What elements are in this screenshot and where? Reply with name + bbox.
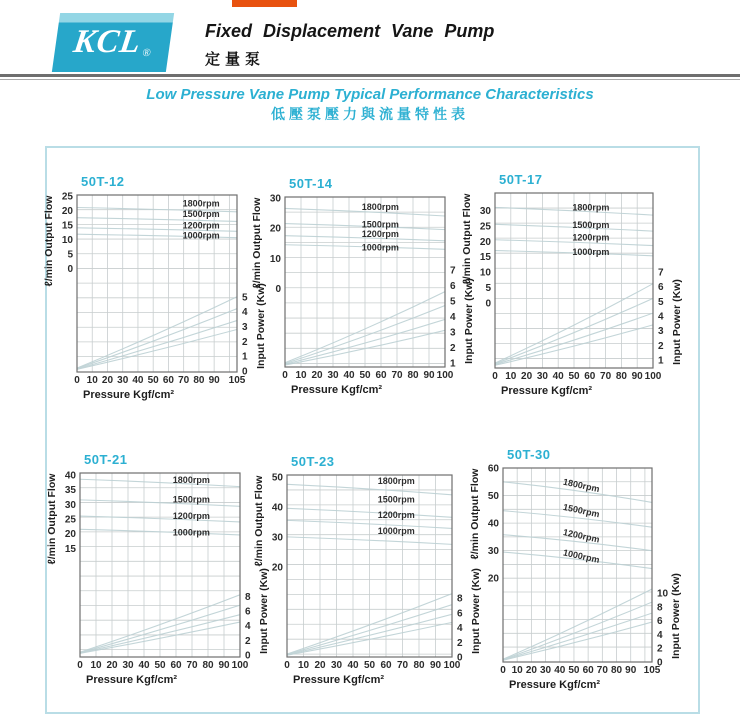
- x-tick: 60: [380, 660, 392, 671]
- power-tick: 6: [657, 616, 663, 628]
- flow-tick: 40: [487, 518, 499, 530]
- flow-tick: 5: [67, 249, 73, 261]
- x-tick: 10: [86, 375, 98, 386]
- flow-tick: 50: [487, 491, 499, 503]
- power-tick: 7: [450, 265, 456, 277]
- x-tick: 40: [554, 665, 566, 676]
- x-tick: 10: [511, 665, 523, 676]
- chart-title: 50T-17: [499, 172, 543, 187]
- page-title: Fixed Displacement Vane Pump: [205, 21, 495, 41]
- flow-tick: 0: [275, 284, 281, 296]
- chart-title: 50T-21: [84, 452, 128, 467]
- flow-tick: 40: [271, 502, 283, 514]
- power-axis-label: Input Power (Kw): [470, 568, 482, 654]
- chart-svg-50T-12: [41, 169, 271, 410]
- power-tick: 1: [242, 351, 248, 363]
- x-tick: 40: [138, 660, 150, 671]
- x-tick: 0: [500, 665, 506, 676]
- power-tick: 8: [657, 602, 663, 614]
- chart-title: 50T-14: [289, 176, 333, 191]
- flow-tick: 25: [61, 191, 73, 203]
- power-axis-label: Input Power (Kw): [671, 279, 683, 365]
- power-tick: 6: [658, 282, 664, 294]
- legend-label-1200rpm: 1200rpm: [361, 228, 399, 239]
- chart-50T-12: [41, 169, 271, 415]
- x-tick: 100: [644, 371, 662, 382]
- power-tick: 0: [657, 657, 663, 669]
- flow-tick: 25: [479, 221, 491, 233]
- x-axis-label: Pressure Kgf/cm²: [509, 679, 601, 691]
- x-tick: 10: [90, 660, 102, 671]
- power-axis-label: Input Power (Kw): [670, 573, 682, 659]
- power-tick: 4: [657, 629, 663, 641]
- header-divider-thin: [0, 79, 740, 80]
- x-tick: 70: [596, 665, 608, 676]
- x-tick: 90: [625, 665, 637, 676]
- power-tick: 2: [658, 340, 664, 352]
- x-tick: 20: [525, 665, 537, 676]
- power-tick: 4: [457, 623, 463, 635]
- flow-tick: 30: [479, 206, 491, 217]
- chart-50T-21: [44, 447, 274, 700]
- x-tick: 30: [540, 665, 552, 676]
- legend-label-1000rpm: 1000rpm: [182, 230, 220, 241]
- chart-title: 50T-30: [507, 447, 551, 462]
- legend-label-1000rpm: 1000rpm: [361, 242, 399, 253]
- x-tick: 80: [202, 660, 214, 671]
- x-tick: 60: [162, 375, 174, 386]
- x-tick: 70: [186, 660, 198, 671]
- legend-label-1000rpm: 1000rpm: [377, 526, 415, 537]
- x-tick: 80: [407, 370, 419, 381]
- logo-registered-mark: ®: [141, 46, 152, 59]
- x-axis-label: Pressure Kgf/cm²: [293, 674, 385, 686]
- chart-50T-30: [467, 442, 686, 705]
- chart-title: 50T-12: [81, 174, 125, 189]
- flow-tick: 10: [61, 234, 73, 246]
- power-tick: 2: [245, 635, 251, 647]
- chart-svg-50T-30: [467, 442, 686, 700]
- chart-svg-50T-23: [251, 449, 486, 695]
- x-axis-label: Pressure Kgf/cm²: [291, 384, 383, 396]
- x-tick: 0: [284, 660, 290, 671]
- x-tick: 105: [228, 375, 246, 386]
- x-tick: 40: [343, 370, 355, 381]
- power-tick: 1: [658, 355, 664, 367]
- power-tick: 8: [245, 591, 251, 603]
- legend-label-1800rpm: 1800rpm: [572, 202, 610, 213]
- power-tick: 3: [242, 322, 248, 334]
- x-tick: 30: [122, 660, 134, 671]
- x-tick: 90: [208, 375, 220, 386]
- power-tick: 2: [450, 342, 456, 354]
- flow-tick: 50: [271, 472, 283, 484]
- flow-tick: 20: [271, 562, 283, 574]
- x-tick: 30: [327, 370, 339, 381]
- flow-axis-label: ℓ/min Output Flow: [253, 475, 265, 567]
- x-tick: 60: [170, 660, 182, 671]
- flow-axis-label: ℓ/min Output Flow: [43, 195, 55, 287]
- top-accent-bar: [232, 0, 297, 7]
- flow-tick: 15: [61, 220, 73, 232]
- x-tick: 20: [101, 375, 114, 386]
- logo-text: KCL: [71, 24, 144, 60]
- chart-svg-50T-14: [249, 171, 479, 405]
- power-tick: 5: [450, 296, 456, 308]
- x-tick: 20: [314, 660, 326, 671]
- x-tick: 70: [178, 375, 190, 386]
- x-tick: 10: [295, 370, 307, 381]
- x-tick: 100: [443, 660, 461, 671]
- power-tick: 10: [657, 588, 669, 600]
- flow-tick: 0: [67, 263, 73, 275]
- x-tick: 30: [330, 660, 343, 671]
- x-tick: 100: [231, 660, 249, 671]
- power-tick: 3: [658, 326, 664, 338]
- flow-axis-label: ℓ/min Output Flow: [461, 193, 473, 285]
- flow-axis-label: ℓ/min Output Flow: [469, 468, 481, 560]
- legend-label-1500rpm: 1500rpm: [562, 501, 601, 520]
- power-tick: 0: [242, 366, 248, 378]
- page-title-zh: 定量泵: [205, 51, 266, 68]
- power-tick: 4: [245, 621, 251, 633]
- x-tick: 50: [359, 370, 371, 381]
- legend-label-1500rpm: 1500rpm: [361, 219, 399, 230]
- header-divider-thick: [0, 74, 740, 77]
- x-tick: 50: [363, 660, 376, 671]
- power-tick: 4: [658, 311, 664, 323]
- legend-label-1800rpm: 1800rpm: [361, 201, 399, 212]
- power-tick: 5: [242, 292, 248, 304]
- chart-svg-50T-21: [44, 447, 274, 695]
- power-tick: 6: [457, 608, 463, 620]
- power-tick: 2: [242, 336, 248, 348]
- x-tick: 90: [218, 660, 230, 671]
- header-text-block: [205, 21, 494, 69]
- power-tick: 4: [450, 311, 456, 323]
- x-tick: 100: [436, 370, 454, 381]
- x-tick: 70: [391, 370, 403, 381]
- legend-label-1500rpm: 1500rpm: [172, 494, 210, 505]
- chart-title: 50T-23: [291, 454, 335, 469]
- legend-label-1800rpm: 1800rpm: [377, 476, 415, 487]
- power-tick: 0: [457, 652, 463, 664]
- section-subtitle-en: Low Pressure Vane Pump Typical Performance Characteristics: [146, 86, 594, 103]
- flow-tick: 20: [64, 529, 76, 541]
- power-tick: 3: [450, 327, 456, 339]
- legend-label-1500rpm: 1500rpm: [377, 494, 415, 505]
- power-tick: 4: [242, 307, 248, 319]
- flow-tick: 10: [479, 267, 491, 279]
- x-tick: 50: [568, 665, 580, 676]
- x-tick: 80: [615, 371, 627, 382]
- chart-50T-17: [459, 167, 687, 411]
- power-tick: 6: [450, 280, 456, 292]
- x-axis-label: Pressure Kgf/cm²: [501, 385, 593, 397]
- x-tick: 40: [132, 375, 144, 386]
- flow-tick: 30: [271, 532, 283, 544]
- power-tick: 7: [658, 267, 664, 279]
- power-tick: 8: [457, 593, 463, 605]
- legend-label-1200rpm: 1200rpm: [182, 220, 220, 231]
- x-tick: 50: [147, 375, 159, 386]
- x-tick: 10: [505, 371, 517, 382]
- legend-label-1000rpm: 1000rpm: [172, 527, 210, 538]
- flow-tick: 10: [269, 253, 281, 265]
- x-tick: 0: [74, 375, 80, 386]
- x-tick: 50: [568, 371, 580, 382]
- flow-tick: 0: [485, 298, 491, 310]
- legend: [362, 202, 399, 253]
- kcl-logo: [52, 13, 174, 72]
- x-tick: 10: [297, 660, 310, 671]
- flow-tick: 30: [64, 499, 76, 511]
- flow-tick: 25: [64, 514, 76, 526]
- legend-label-1500rpm: 1500rpm: [572, 220, 610, 230]
- legend-label-1000rpm: 1000rpm: [572, 247, 610, 258]
- x-axis-label: Pressure Kgf/cm²: [83, 389, 175, 401]
- section-subtitle-zh: 低壓泵壓力與流量特性表: [271, 106, 469, 122]
- legend-label-1800rpm: 1800rpm: [172, 475, 210, 486]
- x-tick: 0: [77, 660, 83, 671]
- power-tick: 0: [245, 650, 251, 662]
- power-tick: 2: [657, 643, 663, 655]
- x-tick: 30: [536, 371, 548, 382]
- x-tick: 0: [492, 371, 498, 382]
- legend-label-1200rpm: 1200rpm: [572, 232, 610, 243]
- legend: [572, 203, 609, 258]
- flow-tick: 5: [485, 283, 491, 294]
- power-axis-label: Input Power (Kw): [463, 278, 475, 364]
- x-tick: 90: [429, 660, 442, 671]
- x-tick: 105: [643, 665, 661, 676]
- x-tick: 20: [521, 371, 533, 382]
- flow-tick: 40: [64, 470, 76, 482]
- x-tick: 70: [396, 660, 409, 671]
- legend-label-1200rpm: 1200rpm: [562, 527, 601, 545]
- x-tick: 30: [117, 375, 129, 386]
- flow-tick: 20: [479, 236, 491, 248]
- flow-tick: 15: [479, 252, 491, 264]
- flow-tick: 20: [269, 223, 281, 235]
- x-tick: 80: [193, 375, 205, 386]
- power-tick: 2: [457, 637, 463, 649]
- flow-tick: 35: [64, 485, 76, 497]
- x-tick: 50: [154, 660, 166, 671]
- flow-tick: 15: [64, 543, 76, 555]
- power-axis-label: Input Power (Kw): [258, 568, 270, 654]
- x-tick: 40: [347, 660, 359, 671]
- x-tick: 20: [106, 660, 118, 671]
- flow-tick: 20: [61, 205, 73, 217]
- power-tick: 5: [658, 296, 664, 308]
- legend-label-1200rpm: 1200rpm: [377, 509, 415, 520]
- chart-50T-23: [251, 449, 486, 700]
- chart-50T-14: [249, 171, 479, 410]
- flow-axis-label: ℓ/min Output Flow: [251, 197, 263, 289]
- flow-axis-label: ℓ/min Output Flow: [46, 473, 58, 565]
- legend-label-1500rpm: 1500rpm: [182, 209, 220, 220]
- x-tick: 0: [282, 370, 288, 381]
- power-tick: 6: [245, 606, 251, 618]
- flow-tick: 30: [487, 546, 499, 558]
- x-tick: 90: [423, 370, 435, 381]
- flow-tick: 30: [269, 193, 281, 205]
- legend-label-1800rpm: 1800rpm: [182, 198, 220, 209]
- x-tick: 80: [610, 665, 623, 676]
- legend-label-1000rpm: 1000rpm: [562, 547, 601, 565]
- flow-tick: 20: [487, 573, 499, 585]
- x-tick: 60: [582, 665, 594, 676]
- x-tick: 90: [631, 371, 643, 382]
- power-tick: 1: [450, 358, 456, 370]
- legend-label-1200rpm: 1200rpm: [172, 511, 210, 521]
- power-axis-label: Input Power (Kw): [255, 283, 267, 369]
- flow-tick: 60: [487, 463, 499, 475]
- x-tick: 80: [413, 660, 425, 671]
- chart-svg-50T-17: [459, 167, 687, 406]
- x-tick: 60: [375, 370, 387, 381]
- x-tick: 60: [584, 371, 596, 382]
- x-tick: 70: [600, 371, 612, 382]
- x-tick: 40: [552, 371, 564, 382]
- x-tick: 20: [311, 370, 323, 381]
- legend-label-1800rpm: 1800rpm: [562, 476, 601, 495]
- x-axis-label: Pressure Kgf/cm²: [86, 674, 178, 686]
